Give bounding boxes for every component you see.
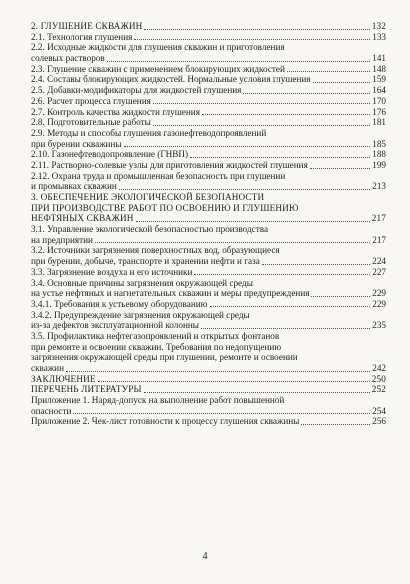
toc-entry-title: на устье нефтяных и нагнетательных скважин и меры предупреждения <box>31 288 310 299</box>
toc-page-number: 141 <box>372 53 386 64</box>
toc-entry <box>31 32 386 43</box>
toc-entry-title: 2.2. Исходные жидкости для глушения скважин и приготовления <box>31 42 285 53</box>
toc-entry <box>31 299 386 310</box>
toc-line <box>31 149 386 160</box>
toc-leader-dots <box>287 71 370 72</box>
toc-entry-title: солевых растворов <box>31 53 105 64</box>
toc-line <box>31 299 386 310</box>
toc-line <box>31 416 386 427</box>
toc-page-number: 242 <box>372 363 386 373</box>
toc-line <box>31 374 386 385</box>
toc-line <box>31 139 386 150</box>
toc-page-number: 256 <box>372 416 386 427</box>
toc-leader-dots <box>144 29 370 30</box>
toc-entry-title: при бурении, добыче, транспорте и хранении нефти и газа <box>31 256 260 267</box>
toc-entry <box>31 267 386 278</box>
toc-line <box>31 288 386 299</box>
toc-leader-dots <box>190 157 370 158</box>
toc-entry-title: 2.6. Расчет процесса глушения <box>31 95 151 106</box>
toc-line <box>31 181 386 192</box>
toc-leader-dots <box>136 221 370 222</box>
toc-line <box>31 171 386 182</box>
toc-entry-title: Приложение 1. Наряд-допуск на выполнение работ повышенной <box>31 395 285 406</box>
toc-entry <box>31 21 386 32</box>
toc-leader-dots <box>73 413 370 414</box>
toc-line <box>31 21 386 32</box>
toc-page-number: 235 <box>372 320 386 331</box>
toc-entry-title: Приложение 2. Чек-лист готовности к процессу глушения скважины <box>31 416 300 427</box>
toc-entry-title: и промывках скважин <box>31 181 117 192</box>
page-number: 4 <box>202 551 208 562</box>
toc-leader-dots <box>301 424 370 425</box>
toc-line <box>31 267 386 278</box>
toc-page-number: 185 <box>372 138 386 149</box>
toc-entry <box>31 224 386 245</box>
toc-leader-dots <box>194 274 370 275</box>
toc-line <box>31 117 386 128</box>
toc-entry <box>31 245 386 266</box>
toc-entry <box>31 192 386 224</box>
toc-leader-dots <box>153 125 370 126</box>
toc-line <box>31 96 386 107</box>
toc-entry <box>31 331 386 374</box>
toc-entry <box>31 117 386 128</box>
toc-entry-title: при бурении скважины <box>31 138 122 149</box>
toc-section-title: ЗАКЛЮЧЕНИЕ <box>31 373 96 384</box>
toc-line <box>31 74 386 85</box>
toc-leader-dots <box>144 392 370 393</box>
toc-line <box>31 363 386 374</box>
toc-line <box>31 85 386 96</box>
toc-entry-title: из-за дефектов эксплуатационной колонны <box>31 320 199 331</box>
toc-page-number: 164 <box>372 85 386 96</box>
toc-entry-title: при ремонте и освоении скважин. Требования по недопущению <box>31 341 282 352</box>
toc-page-number: 217 <box>371 213 386 224</box>
toc-page-number: 133 <box>372 31 386 42</box>
toc-leader-dots <box>310 168 370 169</box>
toc-line <box>31 331 386 342</box>
toc-line <box>31 203 386 214</box>
toc-entry-title: 2.1. Технология глушения <box>31 31 133 42</box>
toc-page-number: 224 <box>372 256 386 267</box>
toc-page-number: 229 <box>372 298 386 309</box>
toc-line <box>31 192 386 203</box>
toc-leader-dots <box>153 103 370 104</box>
toc-line <box>31 395 386 406</box>
toc-entry-title: 3.4. Основные причины загрязнения окружающей среды <box>31 277 253 288</box>
toc-line <box>31 224 386 235</box>
toc-page-number: 132 <box>371 21 386 31</box>
toc-entry-title: 2.10. Газонефтеводопроявление (ГНВП) <box>31 149 189 160</box>
toc-line <box>31 213 386 224</box>
toc-entry-title: 2.11. Растворно-солевые узлы для приготовления жидкостей глушения <box>31 159 308 170</box>
toc-page-number: 176 <box>372 106 386 117</box>
toc-entry <box>31 374 386 385</box>
toc-page-number: 213 <box>372 181 386 192</box>
toc-entry-title: загрязнения окружающей среды при глушении, ремонте и освоении <box>31 352 298 363</box>
toc-line <box>31 160 386 171</box>
toc-page-number: 188 <box>372 149 386 160</box>
toc-entry <box>31 278 386 299</box>
toc-line <box>31 406 386 417</box>
toc-entry-title: 3.1. Управление экологической безопасностью производства <box>31 224 269 235</box>
toc-entry <box>31 107 386 118</box>
toc-page-number: 199 <box>372 159 386 170</box>
toc-entry-title: 2.3. Глушение скважин с применением блокирующих жидкостей <box>31 63 285 74</box>
toc-line <box>31 342 386 353</box>
toc-page-number: 250 <box>371 373 386 384</box>
toc-entry-title: 2.8. Подготовительные работы <box>31 117 151 128</box>
toc-entry <box>31 74 386 85</box>
toc-entry <box>31 384 386 395</box>
toc-entry <box>31 85 386 96</box>
toc-page-number: 159 <box>372 74 386 85</box>
toc-section-title: 3. ОБЕСПЕЧЕНИЕ ЭКОЛОГИЧЕСКОЙ БЕЗОПАНОСТИ <box>31 192 265 202</box>
toc-page-number: 148 <box>372 63 386 74</box>
toc-page-number: 229 <box>372 288 386 299</box>
toc-line <box>31 128 386 139</box>
toc-leader-dots <box>202 114 370 115</box>
toc-line <box>31 310 386 321</box>
toc-entry <box>31 64 386 75</box>
toc-leader-dots <box>66 371 370 372</box>
toc-page-number: 217 <box>372 234 386 245</box>
toc-section-title: ПРИ ПРОИЗВОДСТВЕ РАБОТ ПО ОСВОЕНИЮ И ГЛУШЕНИЮ <box>31 202 299 213</box>
toc-page-number: 227 <box>372 266 386 277</box>
toc-leader-dots <box>311 296 370 297</box>
toc-entry <box>31 96 386 107</box>
toc-entry-title: 2.9. Методы и способы глушения газонефтеводопроявлений <box>31 127 267 138</box>
toc-line <box>31 53 386 64</box>
toc-entry <box>31 395 386 416</box>
toc-entry-title: 2.7. Контроль качества жидкости глушения <box>31 106 200 117</box>
toc-section-title: ПЕРЕЧЕНЬ ЛИТЕРАТУРЫ <box>31 384 142 395</box>
toc-line <box>31 42 386 53</box>
toc-line <box>31 384 386 395</box>
toc-page-number: 252 <box>371 384 386 395</box>
table-of-contents <box>31 21 386 427</box>
toc-leader-dots <box>243 93 370 94</box>
toc-entry <box>31 310 386 331</box>
toc-entry-title: 2.5. Добавки-модификаторы для жидкостей глушения <box>31 85 242 96</box>
toc-entry-title: 3.5. Профилактика нефтегазопроявлений и открытых фонтанов <box>31 330 280 341</box>
toc-line <box>31 32 386 43</box>
toc-section-title: НЕФТЯНЫХ СКВАЖИН <box>31 213 134 224</box>
toc-entry <box>31 149 386 160</box>
toc-leader-dots <box>134 39 370 40</box>
toc-entry <box>31 128 386 149</box>
toc-entry <box>31 160 386 171</box>
toc-entry-title: 3.4.2. Предупреждение загрязнения окружающей среды <box>31 309 250 320</box>
toc-entry-title: 3.3. Загрязнение воздуха и его источники <box>31 266 193 277</box>
toc-leader-dots <box>98 381 370 382</box>
toc-entry-title: на предприятии <box>31 234 93 245</box>
toc-entry-title: скважин <box>31 363 65 373</box>
toc-entry <box>31 416 386 427</box>
toc-leader-dots <box>262 264 370 265</box>
toc-line <box>31 278 386 289</box>
toc-line <box>31 235 386 246</box>
toc-page-number: 254 <box>372 405 386 416</box>
toc-section-title: 2. ГЛУШЕНИЕ СКВАЖИН <box>31 21 143 31</box>
toc-line <box>31 320 386 331</box>
toc-leader-dots <box>313 82 370 83</box>
toc-leader-dots <box>107 61 370 62</box>
toc-line <box>31 64 386 75</box>
toc-leader-dots <box>124 146 370 147</box>
toc-entry-title: 2.12. Охрана труда и промышленная безопасность при глушении <box>31 170 286 181</box>
toc-entry <box>31 171 386 192</box>
toc-line <box>31 107 386 118</box>
toc-leader-dots <box>95 242 370 243</box>
toc-entry-title: опасности <box>31 405 72 416</box>
toc-entry <box>31 42 386 63</box>
toc-entry-title: 2.4. Составы блокирующих жидкостей. Нормальные условия глушения <box>31 74 311 85</box>
toc-page-number: 170 <box>372 95 386 106</box>
toc-line <box>31 256 386 267</box>
toc-leader-dots <box>201 328 370 329</box>
toc-leader-dots <box>210 306 370 307</box>
toc-entry-title: 3.4.1. Требования к устьевому оборудованию <box>31 298 208 309</box>
toc-leader-dots <box>119 189 370 190</box>
toc-page-number: 181 <box>372 117 386 128</box>
toc-line <box>31 352 386 363</box>
toc-line <box>31 245 386 256</box>
toc-entry-title: 3.2. Источники загрязнения поверхностных вод, образующиеся <box>31 245 280 256</box>
